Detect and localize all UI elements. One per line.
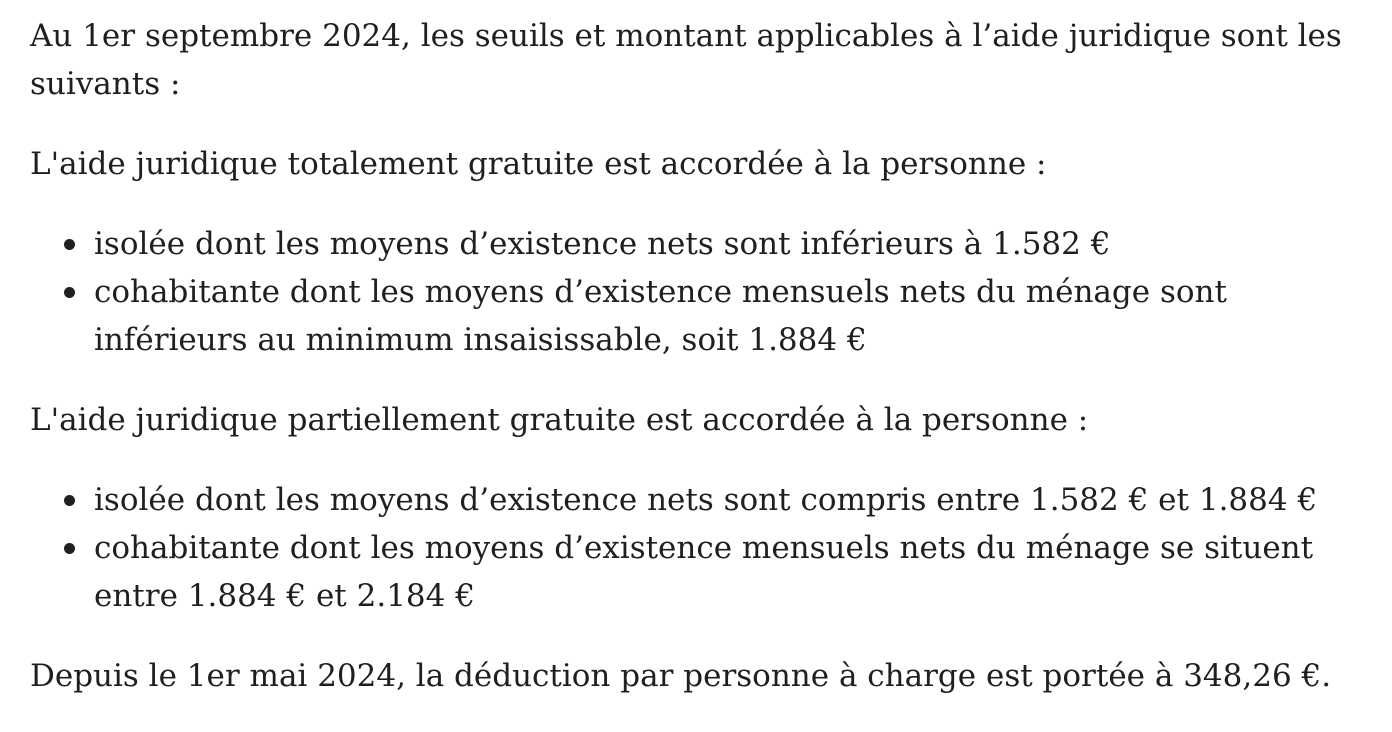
- list-item: isolée dont les moyens d’existence nets sont compris entre 1.582 € et 1.884 €: [94, 476, 1370, 524]
- list-item: cohabitante dont les moyens d’existence mensuels nets du ménage sont inférieurs au minimum insaisissable, soit 1.884 €: [94, 268, 1370, 364]
- total-aid-lead: L'aide juridique totalement gratuite est accordée à la personne :: [30, 146, 1047, 182]
- intro-paragraph: Au 1er septembre 2024, les seuils et montant applicables à l’aide juridique sont les suivants :: [30, 18, 1342, 102]
- list-item: cohabitante dont les moyens d’existence mensuels nets du ménage se situent entre 1.884 € et 2.184 €: [94, 524, 1370, 620]
- total-aid-list: [30, 220, 1370, 364]
- deduction-paragraph: Depuis le 1er mai 2024, la déduction par personne à charge est portée à 348,26 €.: [30, 658, 1332, 694]
- partial-aid-list: [30, 476, 1370, 620]
- article-body: [30, 12, 1370, 700]
- list-item: isolée dont les moyens d’existence nets sont inférieurs à 1.582 €: [94, 220, 1370, 268]
- partial-aid-lead: L'aide juridique partiellement gratuite est accordée à la personne :: [30, 402, 1089, 438]
